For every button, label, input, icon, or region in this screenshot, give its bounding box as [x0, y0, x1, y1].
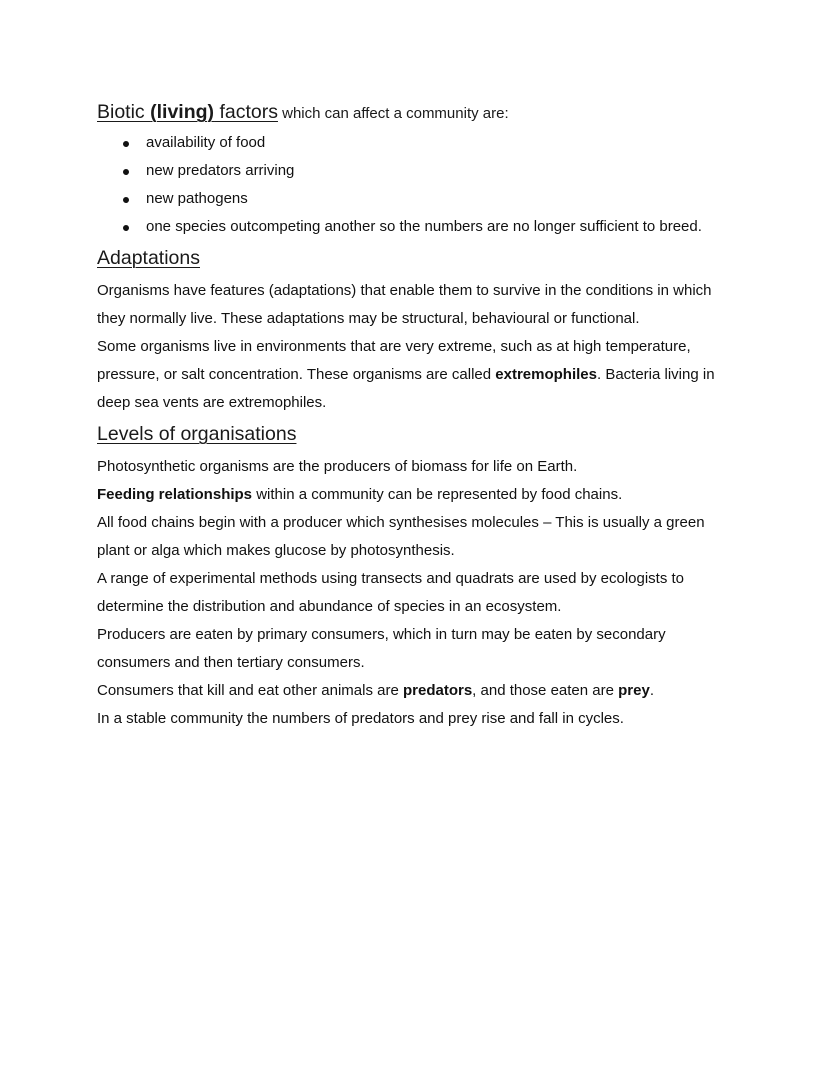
text: . Bacteria living in deep sea vents are extremophiles.: [97, 366, 715, 411]
paragraph: In a stable community the numbers of predators and prey rise and fall in cycles.: [97, 710, 624, 727]
bold-text: extremophiles: [495, 366, 597, 383]
list-item: one species outcompeting another so the numbers are no longer sufficient to breed.: [97, 213, 719, 241]
bold-text: prey: [618, 682, 650, 699]
heading-text: Biotic: [97, 101, 151, 123]
list-item: new predators arriving: [97, 157, 719, 185]
heading-tail: which can affect a community are:: [277, 105, 509, 122]
paragraph: [97, 677, 719, 705]
text: .: [649, 682, 654, 699]
list-item: new pathogens: [97, 185, 719, 213]
paragraph: A range of experimental methods using transects and quadrats are used by ecologists to determine the distribution and abundance of species in an ecosystem.: [97, 570, 685, 615]
levels-heading: [97, 419, 719, 449]
paragraph: All food chains begin with a producer which synthesises molecules – This is usually a green plant or alga which makes glucose by photosynthesis.: [97, 514, 705, 559]
adaptations-heading: [97, 243, 719, 273]
paragraph: [97, 333, 719, 417]
text: within a community can be represented by food chains.: [252, 486, 623, 503]
biotic-factors-list: [97, 129, 719, 241]
heading-text: Adaptations: [97, 247, 200, 269]
paragraph: Photosynthetic organisms are the producers of biomass for life on Earth.: [97, 458, 578, 475]
bold-text: Feeding relationships: [97, 486, 253, 503]
heading-bold-text: (living): [150, 101, 215, 123]
text: Some organisms live in environments that are very extreme, such as at high temperature, pressure, or salt concentration. These organisms are called: [97, 338, 691, 383]
paragraph: Producers are eaten by primary consumers, which in turn may be eaten by secondary consumers and then tertiary consumers.: [97, 626, 666, 671]
list-item: availability of food: [97, 129, 719, 157]
text: Consumers that kill and eat other animals are: [97, 682, 403, 699]
text: , and those eaten are: [472, 682, 619, 699]
bold-text: predators: [402, 682, 473, 699]
document-page: [97, 97, 719, 733]
heading-text: Levels of organisations: [97, 423, 297, 445]
biotic-heading: [97, 97, 719, 129]
biotic-heading-title: [97, 101, 278, 123]
heading-text: factors: [214, 101, 278, 123]
paragraph: Organisms have features (adaptations) that enable them to survive in the conditions in which they normally live. These adaptations may be structural, behavioural or functional.: [97, 282, 712, 327]
paragraph: [97, 481, 719, 509]
